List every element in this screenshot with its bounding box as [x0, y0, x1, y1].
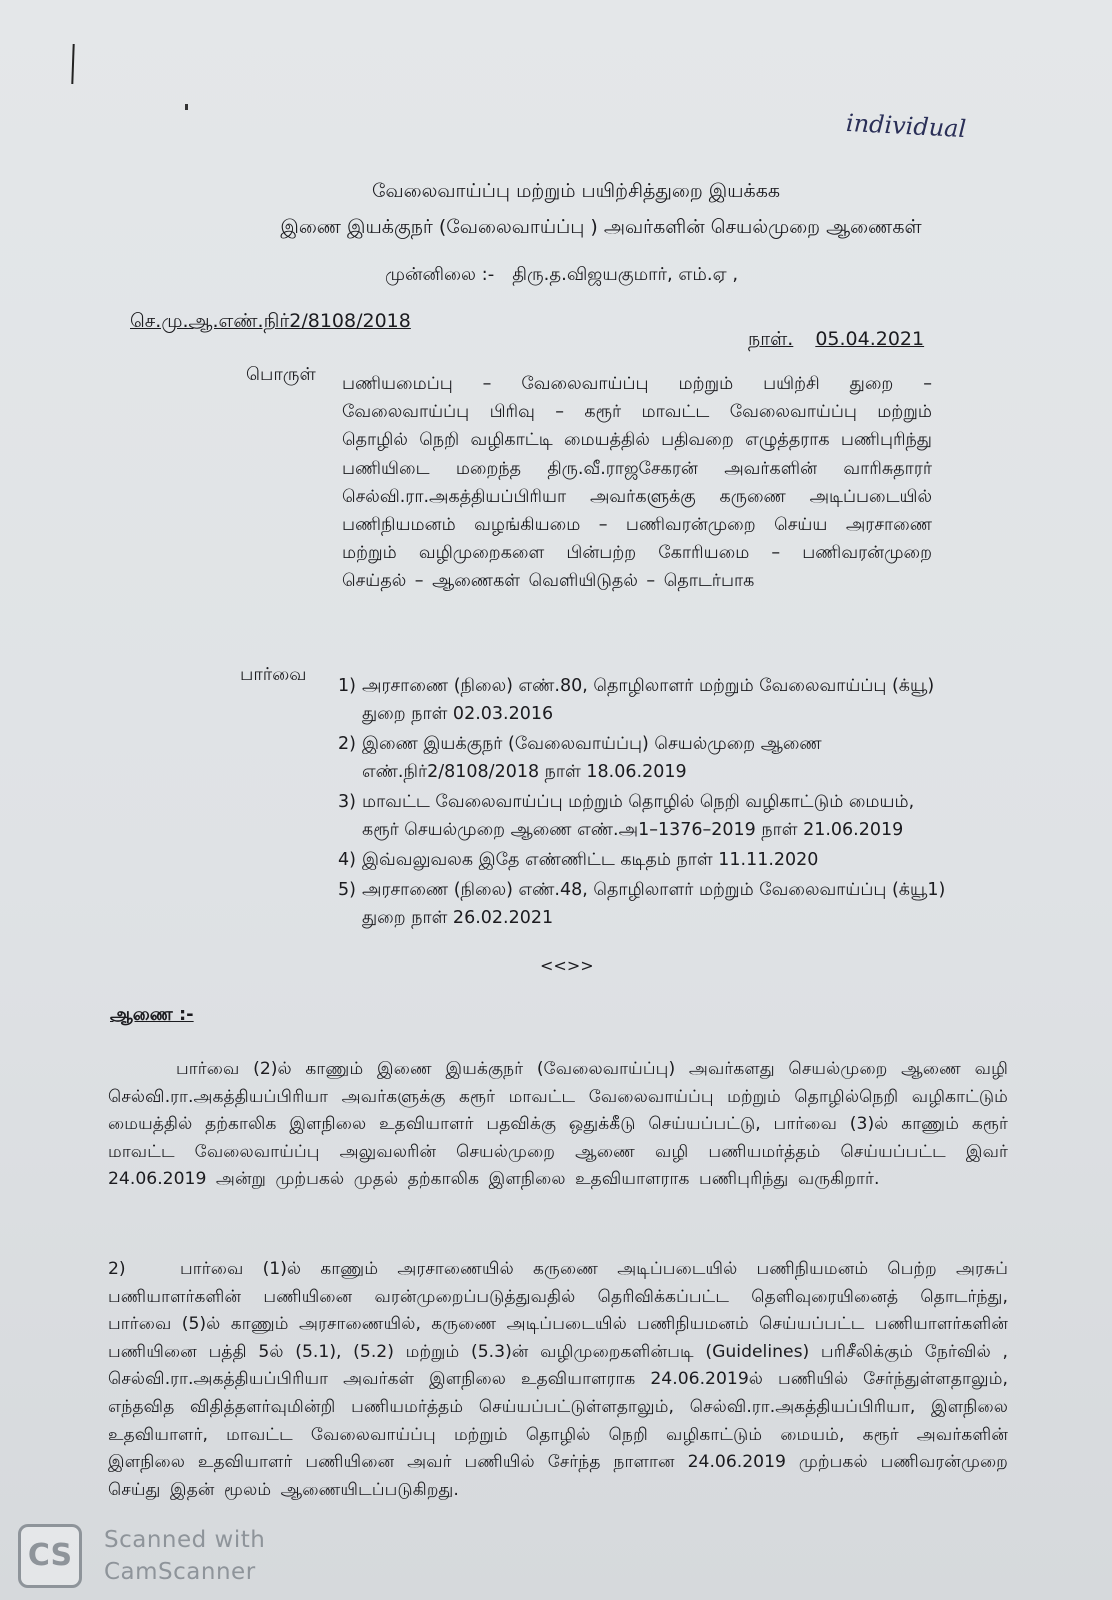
watermark-text — [104, 1524, 265, 1588]
reference-item — [338, 730, 948, 786]
margin-pen-dot — [185, 104, 188, 110]
margin-pen-mark — [71, 44, 74, 84]
paragraph-number: 2) — [108, 1259, 126, 1279]
reference-item — [338, 672, 948, 728]
order-date — [748, 328, 924, 353]
reference-number-label: 5) — [338, 880, 356, 900]
order-paragraph-2 — [108, 1256, 1008, 1504]
order-paragraph-1: பார்வை (2)ல் காணும் இணை இயக்குநர் (வேலைவாய்ப்பு) அவர்களது செயல்முறை ஆணை வழி செல்வி.ரா.அகத்தியப்பிரியா அவர்களுக்கு கரூர் மாவட்ட வேலைவாய்ப்பு மற்றும் தொழில்நெறி வழிகாட்டும் மையத்தில் தற்காலிக இளநிலை உதவியாளர் பதவிக்கு ஒதுக்கீடு செய்யப்பட்டு, பார்வை (3)ல் காணும் கரூர் மாவட்ட வேலைவாய்ப்பு அலுவலரின் செயல்முறை ஆணை வழி பணியமர்த்தம் செய்யப்பட்ட இவர் 24.06.2019 அன்று முற்பகல் முதல் தற்காலிக இளநிலை உதவியாளராக பணிபுரிந்து வருகிறார். — [108, 1059, 1008, 1190]
paragraph-text: பார்வை (1)ல் காணும் அரசாணையில் கருணை அடிப்படையில் பணிநியமனம் பெற்ற அரசுப் பணியாளர்களின் பணியினை வரன்முறைப்படுத்துவதில் தெரிவிக்கப்பட்ட தெளிவுரையினைத் தொடர்ந்து, பார்வை (5)ல் காணும் அரசாணையில், கருணை அடிப்படையில் பணிநியமனம் செய்யப்பட்ட பணியாளர்களின் பணியினை பத்தி 5ல் (5.1), (5.2) மற்றும் (5.3)ன் வழிமுறைகளின்படி (Guidelines) பரிசீலிக்கும் நேர்வில் , செல்வி.ரா.அகத்தியப்பிரியா அவர்கள் இளநிலை உதவியாளராக 24.06.2019ல் பணியில் சேர்ந்துள்ளதாலும், எந்தவித விதித்தளர்வுமின்றி பணியமர்த்தம் செய்யப்பட்டுள்ளதாலும், செல்வி.ரா.அகத்தியப்பிரியா, இளநிலை உதவியாளர், மாவட்ட வேலைவாய்ப்பு மற்றும் தொழில் நெறி வழிகாட்டும் மையம், கரூர் அவர்களின் இளநிலை உதவியாளர் பணியினை அவர் பணியில் சேர்ந்த நாளான 24.06.2019 முற்பகல் பணிவரன்முறை செய்து இதன் மூலம் ஆணையிடப்படுகிறது. — [108, 1259, 1008, 1500]
watermark-line-1: Scanned with — [104, 1527, 266, 1553]
reference-number-label: 1) — [338, 676, 356, 696]
date-label: நாள். — [748, 328, 794, 350]
subject-label: பொருள் — [246, 364, 316, 385]
reference-number-label: 4) — [338, 850, 356, 870]
date-value: 05.04.2021 — [815, 328, 925, 350]
presence-label: முன்னிலை :- — [385, 264, 495, 285]
order-title: இணை இயக்குநர் (வேலைவாய்ப்பு ) அவர்களின் செயல்முறை ஆணைகள் — [280, 216, 922, 238]
reference-item — [338, 846, 948, 874]
handwritten-note: individual — [845, 108, 967, 144]
reference-number-label: 2) — [338, 734, 356, 754]
reference-text: மாவட்ட வேலைவாய்ப்பு மற்றும் தொழில் நெறி வழிகாட்டும் மையம், கரூர் செயல்முறை ஆணை எண்.அ1–1376–2019 நாள் 21.06.2019 — [362, 792, 915, 840]
subject-text: பணியமைப்பு – வேலைவாய்ப்பு மற்றும் பயிற்சி துறை – வேலைவாய்ப்பு பிரிவு – கரூர் மாவட்ட வேலைவாய்ப்பு மற்றும் தொழில் நெறி வழிகாட்டி மையத்தில் பதிவறை எழுத்தராக பணிபுரிந்து பணியிடை மறைந்த திரு.வீ.ராஜசேகரன் அவர்களின் வாரிசுதாரர் செல்வி.ரா.அகத்தியப்பிரியா அவர்களுக்கு கருணை அடிப்படையில் பணிநியமனம் வழங்கியமை – பணிவரன்முறை செய்ய அரசாணை மற்றும் வழிமுறைகளை பின்பற்ற கோரியமை – பணிவரன்முறை செய்தல் – ஆணைகள் வெளியிடுதல் – தொடர்பாக — [342, 374, 932, 592]
camscanner-watermark — [8, 1520, 308, 1596]
order-heading: ஆணை :- — [110, 1004, 194, 1025]
reference-text: இணை இயக்குநர் (வேலைவாய்ப்பு) செயல்முறை ஆணை எண்.நிர்2/8108/2018 நாள் 18.06.2019 — [362, 734, 822, 782]
presence-name: திரு.த.விஜயகுமார், எம்.ஏ , — [512, 264, 739, 285]
presence-line — [385, 264, 738, 287]
camscanner-logo-icon: CS — [18, 1524, 82, 1588]
watermark-line-2: CamScanner — [104, 1559, 256, 1585]
reference-text: அரசாணை (நிலை) எண்.48, தொழிலாளர் மற்றும் வேலைவாய்ப்பு (க்யூ1) துறை நாள் 26.02.2021 — [362, 880, 946, 928]
section-separator: <<>> — [540, 956, 594, 975]
references-list — [338, 672, 948, 932]
reference-text: இவ்வலுவலக இதே எண்ணிட்ட கடிதம் நாள் 11.11.2020 — [362, 850, 819, 870]
reference-text: அரசாணை (நிலை) எண்.80, தொழிலாளர் மற்றும் வேலைவாய்ப்பு (க்யூ) துறை நாள் 02.03.2016 — [362, 676, 935, 724]
references-label: பார்வை — [240, 664, 307, 685]
reference-number-label: 3) — [338, 792, 356, 812]
department-title: வேலைவாய்ப்பு மற்றும் பயிற்சித்துறை இயக்கக — [371, 180, 781, 202]
reference-item — [338, 788, 948, 844]
reference-number: செ.மு.ஆ.எண்.நிர்2/8108/2018 — [130, 310, 411, 332]
reference-item — [338, 876, 948, 932]
